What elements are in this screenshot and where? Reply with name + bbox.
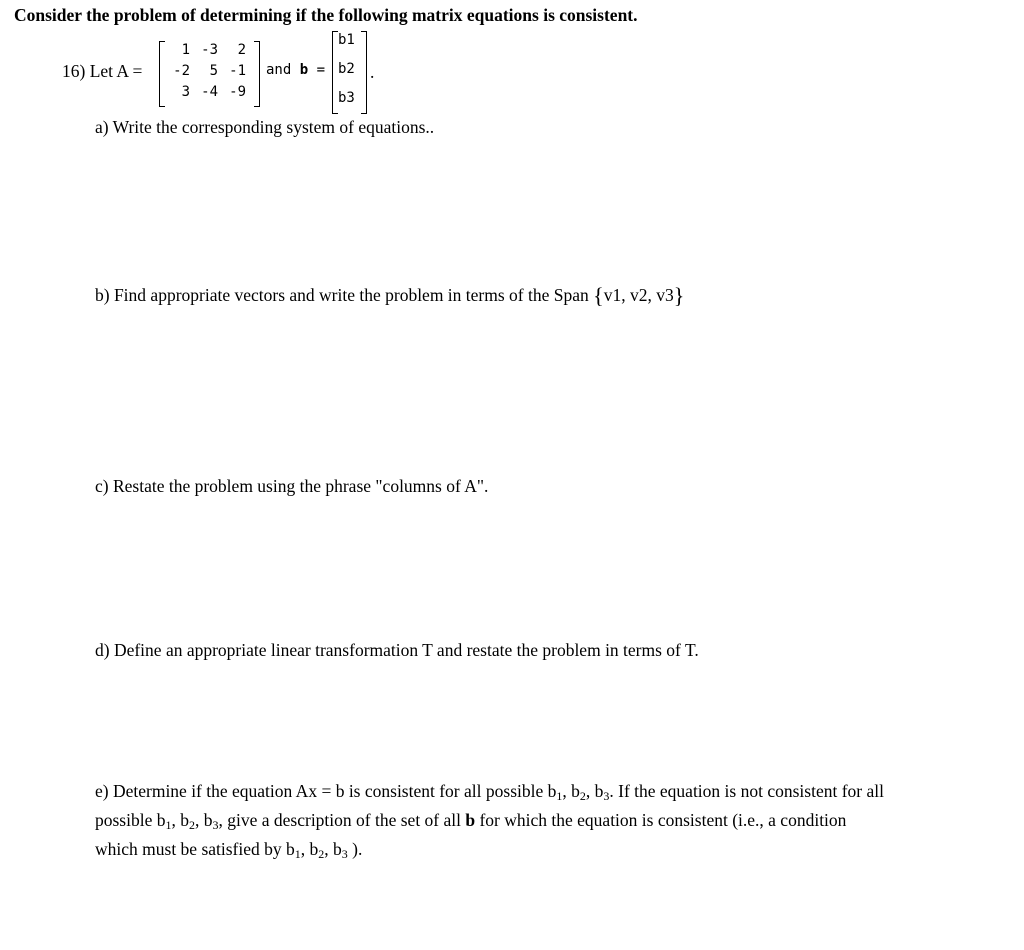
part-b-text: b) Find appropriate vectors and write the problem in terms of the Span — [95, 285, 589, 305]
span-set — [593, 283, 685, 308]
vector-cell: b1 — [338, 32, 355, 48]
matrix-A-cells — [164, 42, 254, 106]
b-letter: b — [180, 810, 189, 830]
problem-period: . — [370, 62, 375, 82]
part-a: a) Write the corresponding system of equations.. — [95, 117, 435, 137]
e-line1-suffix: . If the equation is not consistent for all — [609, 781, 884, 801]
equals-sign: = — [316, 62, 326, 78]
subscript: 3 — [212, 818, 219, 832]
and-text: and — [266, 62, 292, 78]
span-sep: , — [621, 285, 630, 305]
vector-cell: b3 — [338, 90, 355, 106]
span-v2: v2 — [629, 285, 648, 305]
part-d: d) Define an appropriate linear transformation T and restate the problem in terms of T. — [95, 640, 699, 660]
comma: , — [300, 839, 310, 859]
b-symbol: b — [299, 62, 309, 78]
b-letter: b — [309, 839, 319, 859]
b-letter: b — [571, 781, 580, 801]
matrix-cell: -3 — [201, 42, 218, 58]
b-letter: b — [333, 839, 342, 859]
b-letter: b — [594, 781, 604, 801]
span-v1: v1 — [603, 285, 622, 305]
subscript: 2 — [579, 789, 586, 803]
matrix-A-right-bracket — [254, 41, 260, 107]
subscript: 1 — [165, 818, 172, 832]
bold-b: b — [465, 810, 476, 830]
e-line2-suffix: for which the equation is consistent (i.e., a condition — [479, 810, 847, 830]
e-line3-suffix: ). — [352, 839, 363, 859]
subscript: 1 — [294, 847, 301, 861]
comma: , — [562, 781, 572, 801]
matrix-cell: -1 — [229, 63, 246, 79]
part-e-line3 — [95, 839, 362, 860]
part-e-line1 — [95, 781, 884, 802]
vector-b-cells — [338, 32, 362, 112]
matrix-cell: 5 — [209, 63, 218, 79]
comma: , — [585, 781, 595, 801]
problem-label: 16) Let A = — [62, 61, 143, 81]
e-line2-mid: , give a description of the set of all — [218, 810, 461, 830]
vector-cell: b2 — [338, 61, 355, 77]
matrix-cell: 3 — [181, 84, 190, 100]
e-line1-prefix: e) Determine if the equation Ax = b is consistent for all possible b — [95, 781, 557, 801]
matrix-cell: -4 — [201, 84, 218, 100]
e-line2-prefix: possible b — [95, 810, 166, 830]
close-brace: } — [673, 283, 685, 308]
matrix-cell: 1 — [181, 42, 190, 58]
comma: , — [171, 810, 181, 830]
part-b — [95, 281, 684, 307]
subscript: 3 — [341, 847, 348, 861]
subscript: 3 — [603, 789, 610, 803]
connector-and — [266, 62, 325, 78]
open-brace: { — [593, 283, 604, 308]
subscript: 2 — [189, 818, 195, 832]
matrix-cell: -2 — [173, 63, 190, 79]
span-v3: v3 — [656, 285, 674, 305]
part-c: c) Restate the problem using the phrase "columns of A". — [95, 476, 489, 496]
subscript: 2 — [318, 847, 325, 861]
e-line3-prefix: which must be satisfied by b — [95, 839, 295, 859]
matrix-cell: -9 — [229, 84, 246, 100]
matrix-cell: 2 — [237, 42, 246, 58]
comma: , — [324, 839, 334, 859]
span-sep: , — [647, 285, 657, 305]
page-title: Consider the problem of determining if the following matrix equations is consistent. — [14, 5, 638, 25]
b-letter: b — [203, 810, 213, 830]
subscript: 1 — [556, 789, 563, 803]
part-e-line2 — [95, 810, 846, 831]
comma: , — [195, 810, 204, 830]
